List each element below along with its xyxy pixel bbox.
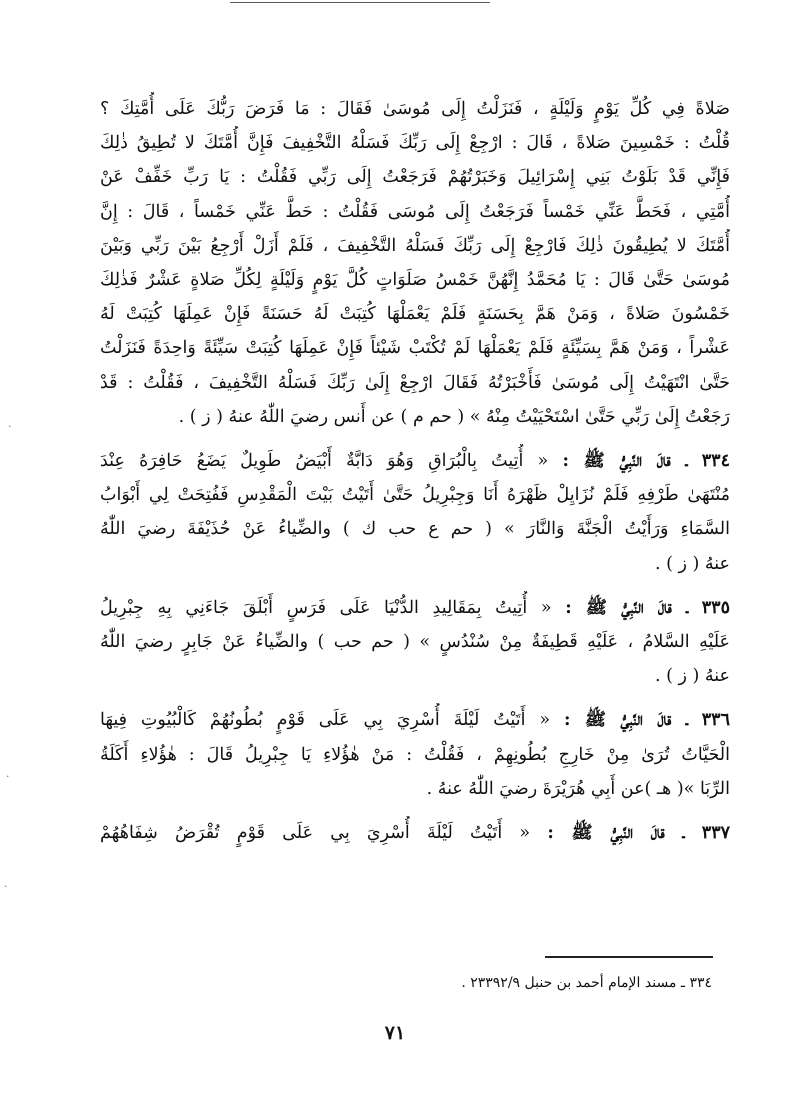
body-line-1: صَلاةً فِي كُلِّ يَوْمٍ وَلَيْلَةٍ ، فَنَزَلْتُ إِلَى مُوسَىٰ فَقَالَ : مَا فَرَضَ رَبُّكَ عَلَى أُمَّتِكَ ؟ [100,99,730,119]
top-edge-rule [230,2,490,3]
hadith-number: ٣٣٥ [701,597,730,618]
hadith-text: « أُتِيتُ بِالْبُرَاقِ وَهُوَ دَابَّةٌ أَبْيَضُ طَوِيلٌ يَضَعُ حَافِرَهُ عِنْدَ [100,451,549,472]
hadith-336-line-1 [100,703,730,737]
hadith-334 [100,444,730,581]
hadith-337-line-1 [100,816,730,850]
scan-speck: · [4,880,8,893]
hadith-334-line-4: عنهُ ( ز ) . [654,553,730,574]
body-line-6: مُوسَىٰ حَتَّىٰ قَالَ : يَا مُحَمَّدُ إِنَّهُنَّ خَمْسُ صَلَوَاتٍ كُلَّ يَوْمٍ وَلَيْلَةٍ لِكُلِّ صَلاةٍ عَشْرٌ فَذٰلِكَ [100,270,730,291]
hadith-336-line-3: الرِّبَا »( هـ )عن أَبِي هُرَيْرَةَ رضيَ اللّٰهُ عنهُ . [426,778,730,799]
hadith-335-line-3: عنهُ ( ز ) . [654,666,730,687]
hadith-334-line-2: مُنْتَهَىٰ طَرْفِهِ فَلَمْ نُزَايِلْ ظَهْرَهُ أَنَا وَجِبْرِيلُ حَتَّىٰ أَتَيْتُ بَيْتَ الْمَقْدِسِ فَفُتِحَتْ لِي أَبْوَابُ [100,485,730,506]
hadith-text: « أَتَيْتُ لَيْلَةَ أُسْرِيَ بِي عَلَى قَوْمٍ تُقْرَضُ شِفَاهُهُمْ [100,823,531,844]
hadith-337 [100,816,730,850]
hadith-335 [100,591,730,694]
hadith-335-line-2: عَلَيْهِ السَّلامُ ، عَلَيْهِ قَطِيفَةٌ مِنْ سُنْدُسٍ » ( حم حب ) والضِّياءُ عَنْ جَابِرٍ رضيَ اللّٰهُ [100,632,730,653]
body-line-3: فَإِنِّي قَدْ بَلَوْتُ بَنِي إِسْرَائِيلَ وَخَبَرْتُهُمْ فَرَجَعْتُ إِلَى رَبِّي فَقُلْتُ : يَا رَبِّ خَفِّفْ عَنْ [100,167,730,188]
body-line-9: حَتَّىٰ انْتَهَيْتُ إِلَى مُوسَىٰ فَأَخْبَرْتُهُ فَقَالَ ارْجِعْ إِلَىٰ رَبِّكَ فَسَلْهُ التَّخْفِيفَ ، فَقُلْتُ : قَدْ [100,372,730,393]
hadith-335-line-1 [100,591,730,625]
body-line-4: أُمَّتِي ، فَحَطَّ عَنِّي خَمْساً فَرَجَعْتُ إِلَى مُوسَى فَقُلْتُ : حَطَّ عَنِّي خَمْساً ، قَالَ : إِنَّ [100,201,730,222]
footnote-separator [545,956,713,958]
page-body [100,92,730,850]
body-line-10: رَجَعْتُ إِلَىٰ رَبِّي حَتَّىٰ اسْتَحْيَيْتُ مِنْهُ » ( حم م ) عن أَنس رضيَ اللّٰهُ عنهُ ( ز ) . [178,406,730,427]
hadith-336 [100,703,730,806]
hadith-number: ٣٣٤ [701,451,730,472]
body-line-7: خَمْسُونَ صَلاةً ، وَمَنْ هَمَّ بِحَسَنَةٍ فَلَمْ يَعْمَلْهَا كُتِبَتْ لَهُ حَسَنَةً فَإِنْ عَمِلَهَا كُتِبَتْ لَهُ [100,304,730,325]
hadith-number: ٣٣٦ [701,710,730,731]
body-line-2: قُلْتُ : خَمْسِينَ صَلاةً ، قَالَ : ارْجِعْ إِلَى رَبِّكَ فَسَلْهُ التَّخْفِيفَ فَإِنَّ أُمَّتَكَ لا تُطِيقُ ذٰلِكَ [100,133,730,154]
hadith-text: « أَتَيْتُ لَيْلَةَ أُسْرِيَ بِي عَلَى قَوْمٍ بُطُونُهُمْ كَالْبُيُوتِ فِيهَا [100,710,551,731]
hadith-336-line-2: الْحَيَّاتُ تُرَىٰ مِنْ خَارِجِ بُطُونِهِمْ ، فَقُلْتُ : مَنْ هٰؤُلاءِ يَا جِبْرِيلُ قَالَ : هٰؤُلاءِ أَكَلَةُ [100,744,730,765]
body-line-8: عَشْراً ، وَمَنْ هَمَّ بِسَيِّئَةٍ فَلَمْ يَعْمَلْهَا لَمْ تُكْتَبْ شَيْئاً فَإِنْ عَمِلَهَا كُتِبَتْ سَيِّئَةً وَاحِدَةً فَنَزَلْتُ [100,338,730,359]
scan-speck: · [8,420,12,433]
hadith-334-line-1 [100,444,730,478]
hadith-lead: ـ قالَ النَّبِيُّ ﷺ : [565,597,689,618]
hadith-lead: ـ قالَ النَّبِيُّ ﷺ : [547,823,685,844]
scan-speck: · [6,770,10,783]
page-number: ٧١ [384,1022,406,1044]
footnote: ٣٣٤ ـ مسند الإمام أحمد بن حنبل ٢٣٣٩٢/٩ . [461,975,712,991]
hadith-334-line-3: السَّمَاءِ وَرَأَيْتُ الْجَنَّةَ وَالنَّارَ » ( حم ع حب ك ) والضِّياءُ عَنْ حُذَيْفَةَ رضيَ اللّٰهُ [100,519,730,540]
hadith-lead: ـ قالَ النَّبِيُّ ﷺ : [562,451,688,472]
hadith-number: ٣٣٧ [701,823,730,844]
hadith-lead: ـ قالَ النَّبِيُّ ﷺ : [563,710,688,731]
hadith-text: « أُتِيتُ بِمَقَالِيدِ الدُّنْيَا عَلَى فَرَسٍ أَبْلَقَ جَاءَنِي بِهِ جِبْرِيلُ [100,597,552,618]
body-line-5: أُمَّتَكَ لا يُطِيقُونَ ذٰلِكَ فَارْجِعْ إِلَى رَبِّكَ فَسَلْهُ التَّخْفِيفَ ، فَلَمْ أَزَلْ أَرْجِعُ بَيْنَ رَبِّي وَبَيْنَ [100,235,730,256]
